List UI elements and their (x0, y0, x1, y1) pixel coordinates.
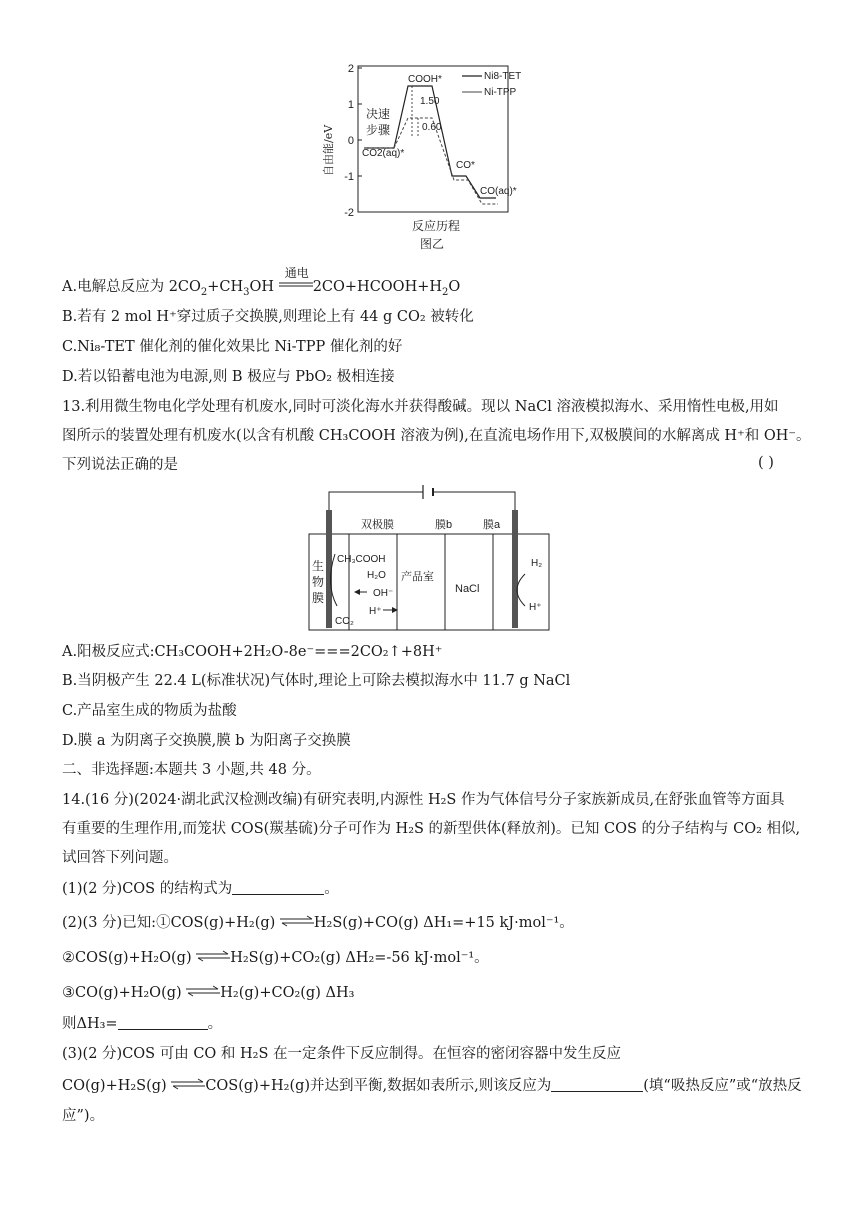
section-two-heading: 二、非选择题:本题共 3 小题,共 48 分。 (62, 762, 321, 778)
label-150: 1.50 (420, 96, 440, 107)
label-bipolar: 双极膜 (361, 519, 394, 531)
y-tick: -1 (344, 171, 354, 183)
q13-stem-2: 图所示的装置处理有机废水(以含有机酸 CH₃COOH 溶液为例),在直流电场作用下,双极膜间的水解离成 H⁺和 OH⁻。 (62, 428, 811, 444)
equilibrium-arrow (171, 1077, 205, 1091)
q14-stem-2: 有重要的生理作用,而笼状 COS(羰基硫)分子可作为 H₂S 的新型供体(释放剂)。已知 COS 的分子结构与 CO₂ 相似, (62, 821, 801, 837)
label-h2: H₂ (531, 558, 543, 569)
label-biofilm: 生物膜 (312, 559, 325, 605)
label-oh: OH⁻ (373, 588, 394, 599)
q14-part-1: (1)(2 分)COS 的结构式为 。 (62, 881, 339, 897)
label-060: 0.60 (422, 122, 442, 133)
label-product-room: 产品室 (401, 571, 434, 583)
q12-option-a: A.电解总反应为 $2CO_2+CH_3OH$ 通电 $2CO+HCOOH+H_2O$ (62, 266, 461, 298)
q13-stem-3: 下列说法正确的是 (62, 457, 178, 473)
answer-blank[interactable] (118, 1015, 208, 1030)
label-cooh: COOH* (408, 74, 442, 85)
equilibrium-arrow (186, 984, 220, 998)
cathode-electrode (512, 510, 518, 628)
answer-parentheses: ( ) (758, 455, 774, 471)
label-co2aq: CO2(aq)* (362, 148, 405, 159)
label-h2o: H₂O (367, 570, 386, 581)
legend-ni-tpp: Ni-TPP (484, 87, 517, 98)
q13-option-b: B.当阴极产生 22.4 L(标准状况)气体时,理论上可除去模拟海水中 11.7 g NaCl (62, 673, 571, 689)
y-tick: -2 (344, 207, 354, 219)
q13-option-d: D.膜 a 为阴离子交换膜,膜 b 为阳离子交换膜 (62, 733, 351, 749)
q12-option-b: B.若有 2 mol H⁺穿过质子交换膜,则理论上有 44 g CO₂ 被转化 (62, 309, 474, 325)
label-co2: CO₂ (335, 616, 354, 627)
y-tick: 2 (347, 63, 354, 75)
legend-ni8-tet: Ni8-TET (484, 71, 522, 82)
q12-option-d: D.若以铅蓄电池为电源,则 B 极应与 PbO₂ 极相连接 (62, 369, 395, 385)
label-co-aq: CO(aq)* (480, 186, 517, 197)
y-tick: 0 (347, 135, 354, 147)
label-membrane-b: 膜b (435, 519, 453, 531)
q14-part-3-stem: (3)(2 分)COS 可由 CO 和 H₂S 在一定条件下反应制得。在恒容的密闭容器中发生反应 (62, 1046, 622, 1062)
q13-stem-1: 13.利用微生物电化学处理有机废水,同时可淡化海水并获得酸碱。现以 NaCl 溶液模拟海水、采用惰性电极,用如 (62, 399, 779, 415)
answer-blank[interactable] (232, 880, 324, 895)
equilibrium-arrow (196, 949, 230, 963)
q14-stem-3: 试回答下列问题。 (62, 850, 178, 866)
label-hplus: H⁺ (369, 606, 382, 617)
y-tick: 1 (347, 99, 354, 111)
equilibrium-arrow (280, 914, 314, 928)
label-hplus-right: H⁺ (529, 602, 542, 613)
electrolysis-cell-figure (305, 484, 555, 636)
x-axis-label: 反应历程 (412, 219, 461, 233)
label-nacl: NaCl (455, 583, 480, 595)
q14-part-3-end: 应”)。 (62, 1108, 105, 1124)
q13-option-a: A.阳极反应式:CH₃COOH+2H₂O-8e⁻===2CO₂↑+8H⁺ (62, 644, 443, 660)
q14-part-2-eq1: (2)(3 分)已知:①COS(g)+H₂(g) H₂S(g)+CO(g) ΔH₁=+15 kJ·mol⁻¹。 (62, 915, 574, 931)
y-axis-label: 自由能/eV (322, 124, 335, 176)
label-membrane-a: 膜a (483, 519, 501, 531)
label-ch3cooh: CH₃COOH (337, 554, 386, 565)
answer-blank[interactable] (551, 1077, 643, 1092)
label-rate-step-2: 步骤 (366, 123, 391, 137)
q14-part-2-eq2: ②COS(g)+H₂O(g) H₂S(g)+CO₂(g) ΔH₂=-56 kJ·mol⁻¹。 (62, 950, 489, 966)
label-rate-step-1: 决速 (366, 107, 391, 121)
q14-part-3-eq: CO(g)+H₂S(g) COS(g)+H₂(g)并达到平衡,数据如表所示,则该反应为 (填“吸热反应”或“放热反 (62, 1078, 802, 1094)
q14-stem-1: 14.(16 分)(2024·湖北武汉检测改编)有研究表明,内源性 H₂S 作为气体信号分子家族新成员,在舒张血管等方面具 (62, 792, 785, 808)
label-co-star: CO* (456, 160, 475, 171)
q14-part-2-answer: 则ΔH₃= 。 (62, 1016, 223, 1032)
energy-profile-figure (320, 58, 550, 254)
electrolysis-arrow: 通电 (284, 266, 309, 280)
figure-caption: 图乙 (420, 237, 445, 251)
q13-option-c: C.产品室生成的物质为盐酸 (62, 703, 237, 719)
q12-option-c: C.Ni₈-TET 催化剂的催化效果比 Ni-TPP 催化剂的好 (62, 339, 403, 355)
q14-part-2-eq3: ③CO(g)+H₂O(g) H₂(g)+CO₂(g) ΔH₃ (62, 985, 355, 1001)
